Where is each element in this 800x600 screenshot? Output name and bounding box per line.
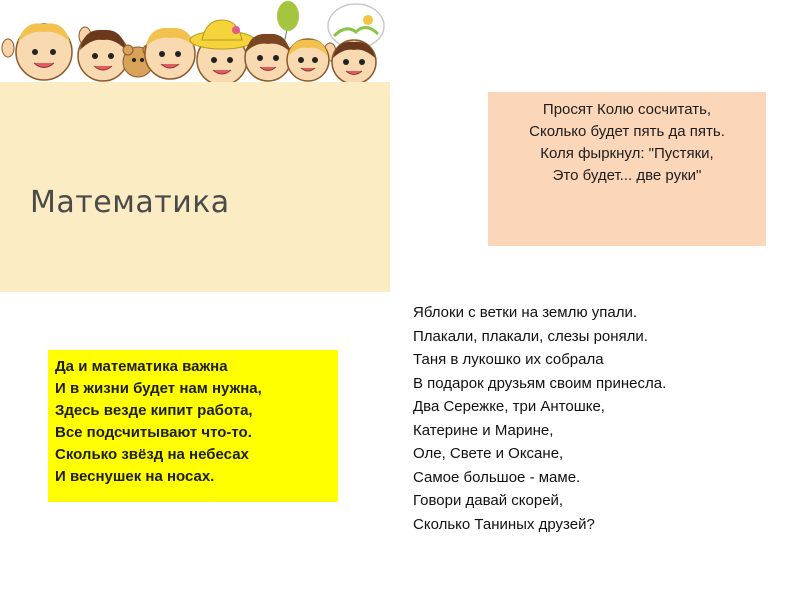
child-3-icon: [145, 28, 195, 79]
child-7-icon: [332, 40, 376, 84]
child-2-icon: [78, 30, 128, 81]
poem-line: Яблоки с ветки на землю упали.: [413, 304, 638, 321]
apples-poem: [413, 301, 793, 536]
poem-line: Плакали, плакали, слезы роняли.: [413, 327, 648, 345]
poem-line: Самое большое - маме.: [413, 468, 581, 486]
riddle-line: Сколько будет пять да пять.: [529, 123, 725, 140]
poem-line: Оле, Свете и Оксане,: [413, 445, 564, 462]
child-5-icon: [245, 34, 291, 81]
child-6-icon: [287, 39, 329, 81]
poem-line: Катерине и Марине,: [413, 421, 554, 439]
cartoon-children-banner-icon: [0, 0, 390, 92]
math-poem-line: И в жизни будет нам нужна,: [55, 380, 262, 397]
slide-title: Математика: [30, 185, 230, 220]
poem-line: Говори давай скорей,: [413, 492, 564, 509]
poem-line: В подарок друзьям своим принесла.: [413, 374, 667, 392]
riddle-line: Это будет... две руки": [552, 167, 702, 184]
riddle-box: [488, 92, 766, 246]
math-poem-line: Здесь везде кипит работа,: [55, 402, 253, 419]
riddle-line: Просят Колю сосчитать,: [542, 101, 712, 118]
riddle-line: Коля фыркнул: "Пустяки,: [540, 145, 714, 162]
title-panel: [0, 82, 390, 292]
math-poem-line: И веснушек на носах.: [55, 468, 215, 485]
poem-line: Два Сережке, три Антошке,: [413, 398, 605, 415]
math-poem-box: [48, 350, 338, 502]
poem-line: Сколько Таниных друзей?: [413, 515, 595, 533]
math-poem-line: Сколько звёзд на небесах: [55, 446, 249, 463]
child-1-icon: [16, 23, 72, 80]
child-4-icon: [190, 20, 254, 85]
math-poem-line: Да и математика важна: [55, 358, 228, 375]
math-poem-line: Все подсчитывают что-то.: [55, 424, 252, 441]
poem-line: Таня в лукошко их собрала: [413, 351, 604, 368]
